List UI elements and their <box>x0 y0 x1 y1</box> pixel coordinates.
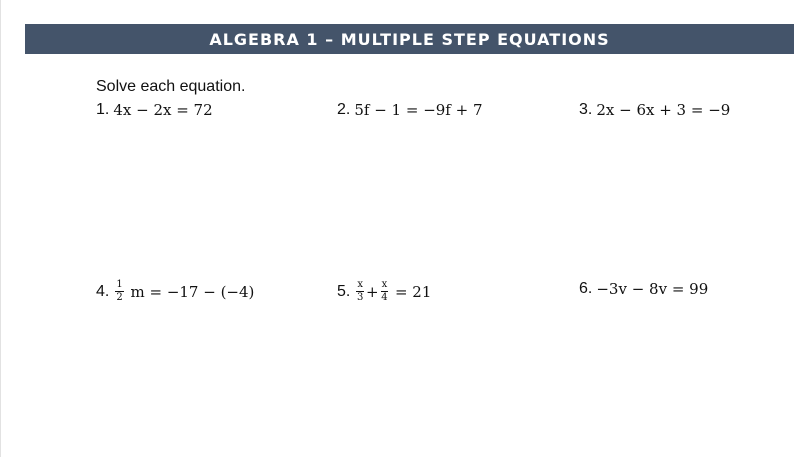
fraction <box>356 280 364 303</box>
fraction-numerator: 1 <box>116 279 123 290</box>
problem-number: 1. <box>96 101 110 118</box>
equation <box>113 280 254 303</box>
problem-number: 4. <box>96 282 110 300</box>
problem-number: 6. <box>579 280 593 297</box>
worksheet-title: ALGEBRA 1 – MULTIPLE STEP EQUATIONS <box>209 29 610 49</box>
fraction-numerator: x <box>357 279 363 290</box>
instructions-text: Solve each equation. <box>96 78 246 95</box>
problem-6 <box>579 280 708 298</box>
problem-1 <box>96 101 213 119</box>
equation: 2x − 6x + 3 = −9 <box>596 101 731 119</box>
problem-2 <box>337 101 483 119</box>
fraction <box>381 280 389 303</box>
equation: 4x − 2x = 72 <box>113 101 213 119</box>
page-edge <box>0 0 1 457</box>
fraction <box>115 280 123 303</box>
equation-rest: = 21 <box>390 282 432 301</box>
problem-3 <box>579 101 730 119</box>
fraction-denominator: 4 <box>381 292 388 303</box>
equation-rest: m = −17 − (−4) <box>125 282 255 301</box>
fraction-denominator: 3 <box>356 292 364 303</box>
equation: −3v − 8v = 99 <box>596 280 709 298</box>
plus-sign: + <box>365 282 379 301</box>
problem-number: 5. <box>337 282 351 300</box>
problem-4 <box>96 280 254 303</box>
fraction-numerator: x <box>381 279 388 290</box>
equation <box>354 280 431 303</box>
problem-number: 3. <box>579 101 593 118</box>
problem-number: 2. <box>337 101 351 118</box>
equation: 5f − 1 = −9f + 7 <box>354 101 483 119</box>
fraction-denominator: 2 <box>116 292 123 303</box>
worksheet-title-bar <box>25 24 794 54</box>
problem-5 <box>337 280 431 303</box>
